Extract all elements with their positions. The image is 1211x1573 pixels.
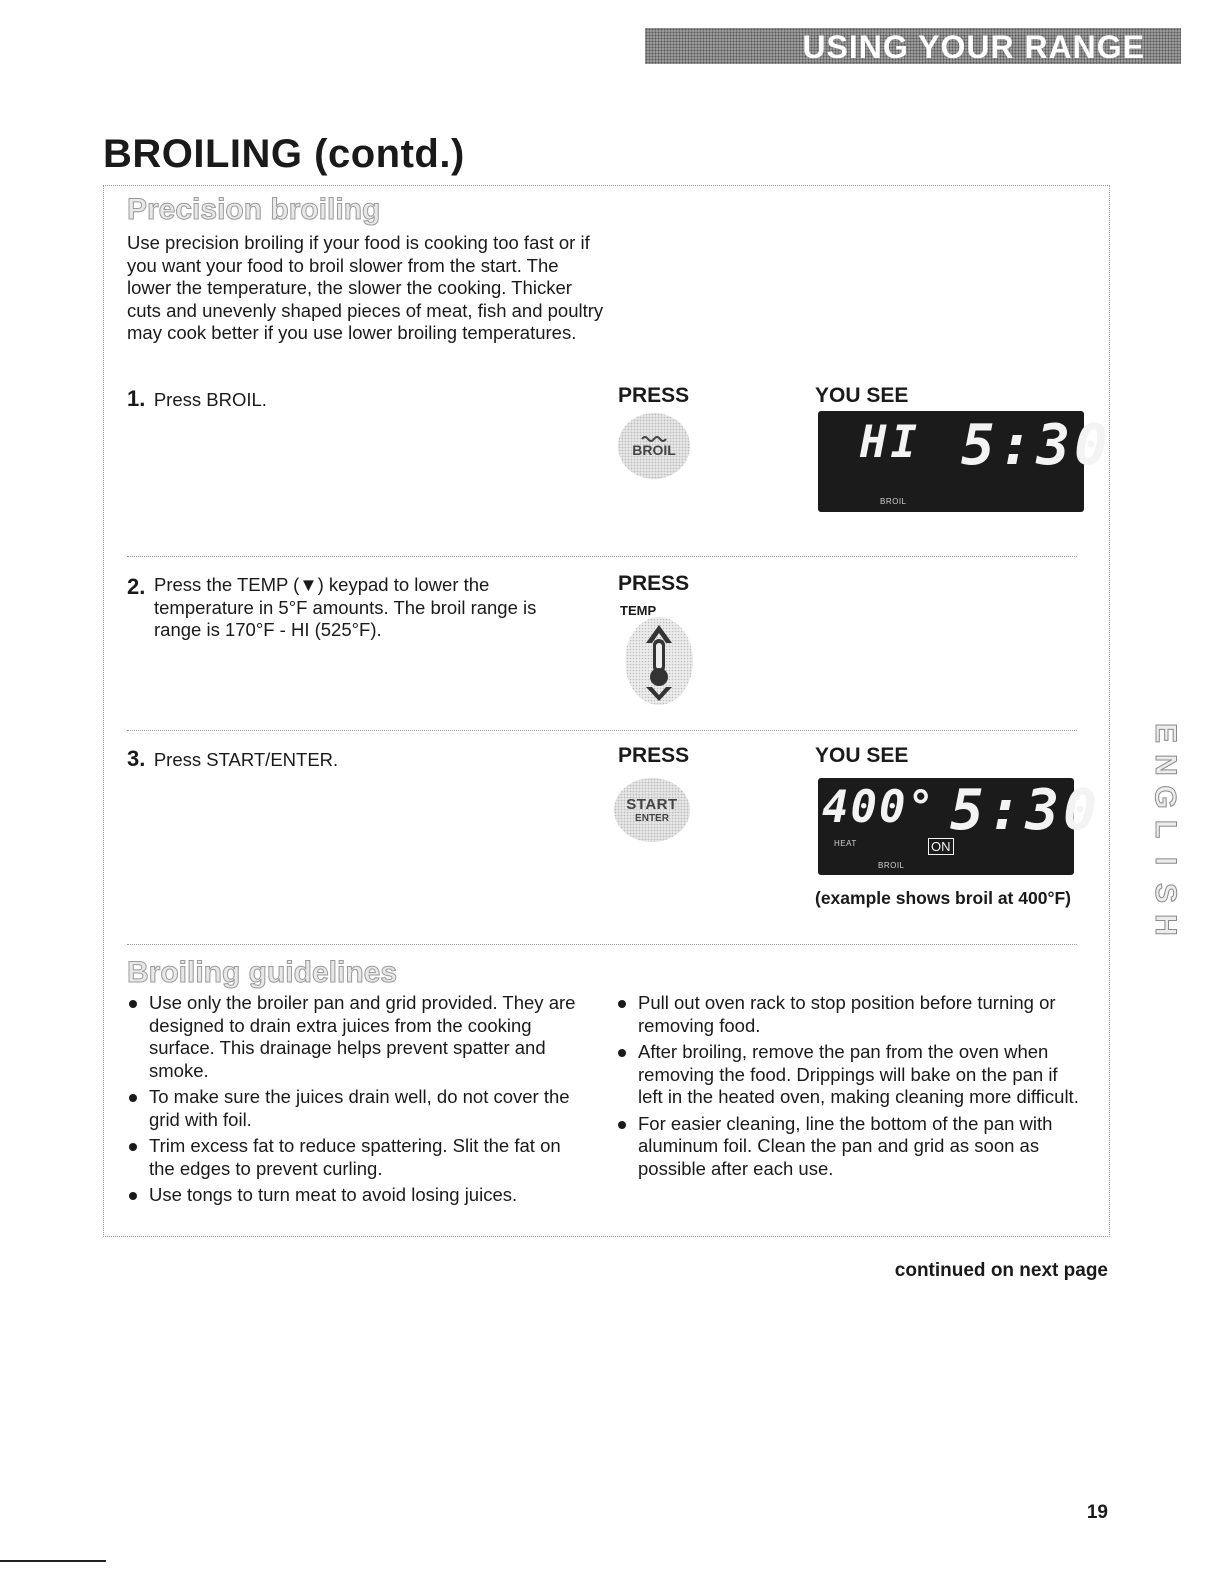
list-item: To make sure the juices drain well, do not cover the grid with foil. [127, 1086, 591, 1131]
display-temp: 400° [822, 782, 936, 833]
divider [127, 944, 1077, 945]
list-item: Pull out oven rack to stop position before turning or removing food. [616, 992, 1086, 1037]
step-number: 3. [127, 746, 146, 771]
broil-key-icon [618, 413, 690, 479]
display-on-indicator: ON [928, 838, 954, 855]
you-see-label: YOU SEE [815, 744, 909, 767]
list-item: For easier cleaning, line the bottom of the pan with aluminum foil. Clean the pan and grid as soon as possible after each use. [616, 1113, 1086, 1181]
step-text: Press the TEMP (▼) keypad to lower the temperature in 5°F amounts. The broil range is range is 170°F - HI (525°F). [154, 574, 537, 640]
list-item: Use only the broiler pan and grid provided. They are designed to drain extra juices from the cooking surface. This drainage helps prevent spatter and smoke. [127, 992, 591, 1082]
press-label: PRESS [618, 744, 690, 767]
side-tab-letter: L [1148, 819, 1182, 839]
side-tab-letter: G [1149, 785, 1182, 809]
list-item: After broiling, remove the pan from the oven when removing the food. Drippings will bake on the pan if left in the heated oven, making cleaning more difficult. [616, 1041, 1086, 1109]
step-text: Press BROIL. [153, 389, 267, 410]
display-temp: HI [860, 417, 921, 468]
oven-display-broil-400 [818, 778, 1101, 875]
step-3 [127, 746, 338, 772]
divider [127, 556, 1077, 557]
oven-display-broil-hi [818, 411, 1112, 512]
side-tab-letter: S [1148, 882, 1182, 904]
example-caption: (example shows broil at 400°F) [815, 888, 1071, 908]
display-time: 5:30 [961, 413, 1112, 478]
page-title: BROILING (contd.) [103, 132, 465, 176]
temp-key-icon [626, 615, 698, 707]
display-time: 5:30 [950, 778, 1101, 843]
footer-rule [0, 1560, 106, 1562]
guidelines-right-list [616, 992, 1086, 1184]
side-tab-letter: I [1149, 856, 1182, 866]
divider [127, 730, 1077, 731]
list-item: Use tongs to turn meat to avoid losing juices. [127, 1184, 591, 1207]
display-heat-indicator: HEAT [834, 839, 857, 848]
display-status: BROIL [880, 497, 907, 506]
start-enter-key-icon [614, 778, 690, 842]
enter-key-label: ENTER [635, 813, 669, 824]
press-label: PRESS [618, 572, 690, 595]
start-key-label: START [626, 796, 678, 813]
step-2 [127, 574, 567, 642]
step-1 [127, 386, 267, 412]
continued-note: continued on next page [894, 1260, 1108, 1281]
broil-key-label: BROIL [632, 442, 676, 458]
side-tab-letter: E [1148, 722, 1182, 744]
page-number: 19 [1086, 1502, 1108, 1523]
display-status: BROIL [878, 861, 905, 870]
temp-key-label: TEMP [620, 603, 657, 618]
precision-intro: Use precision broiling if your food is cooking too fast or if you want your food to broil slower from the start. The lower the temperature, the slower the cooking. Thicker cuts and unevenly shaped pieces of meat, fish and poultry may cook better if you use lower broiling temperatures. [127, 232, 604, 343]
language-side-tab [1150, 718, 1180, 940]
step-number: 1. [127, 386, 146, 411]
step-text: Press START/ENTER. [153, 749, 339, 770]
side-tab-letter: H [1148, 914, 1182, 936]
step-number: 2. [127, 574, 146, 599]
press-label: PRESS [618, 384, 690, 407]
heat-wave-icon [641, 434, 667, 442]
section-banner: USING YOUR RANGE [645, 28, 1181, 64]
list-item: Trim excess fat to reduce spattering. Slit the fat on the edges to prevent curling. [127, 1135, 591, 1180]
precision-heading: Precision broiling [127, 193, 381, 226]
side-tab-letter: N [1148, 754, 1182, 776]
guidelines-heading: Broiling guidelines [127, 956, 398, 989]
guidelines-left-list [127, 992, 591, 1211]
you-see-label: YOU SEE [815, 384, 909, 407]
